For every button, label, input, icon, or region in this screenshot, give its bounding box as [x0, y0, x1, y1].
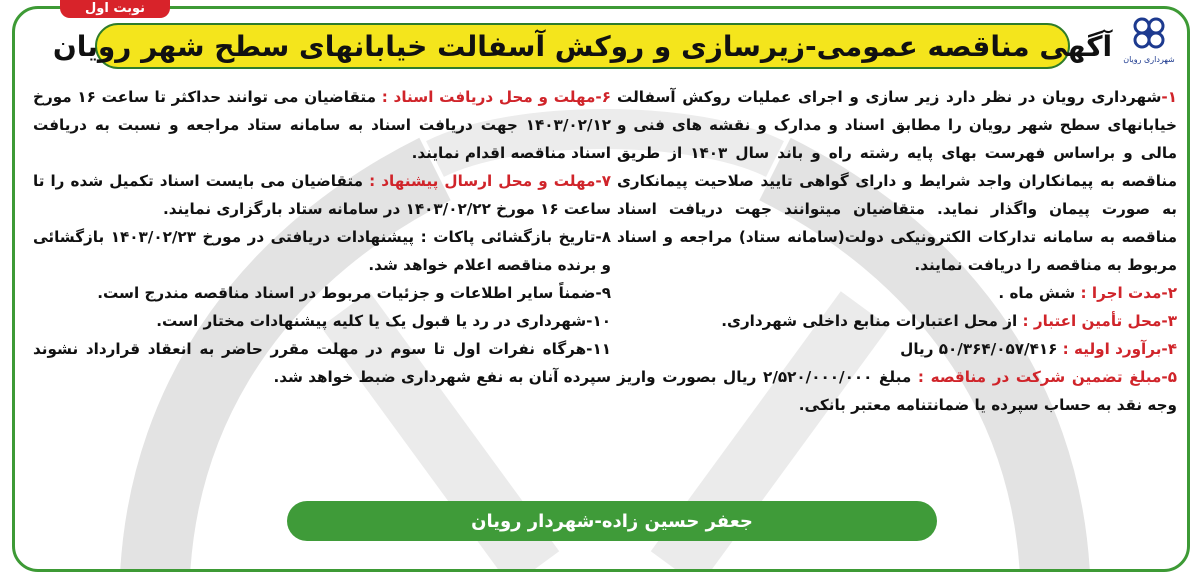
- right-column: [617, 83, 1177, 419]
- item-3: [617, 307, 1177, 335]
- mayor-signature-banner: [287, 501, 937, 541]
- logo-text: شهرداری رویان: [1123, 55, 1175, 64]
- item-5: [617, 363, 1177, 419]
- item-2: [617, 279, 1177, 307]
- logo-emblem-icon: [1129, 13, 1169, 53]
- item-7-label: ۷-مهلت و محل ارسال پیشنهاد :: [369, 172, 611, 190]
- item-6-text: متقاضیان می توانند حداکثر تا ساعت ۱۶ مورخ ۱۴۰۳/۰۲/۱۲ جهت دریافت اسناد به سامانه ستاد مراجعه و نسبت به دریافت اسناد مناقصه اقدام نمایند.: [33, 88, 611, 162]
- item-8: ۸-تاریخ بازگشائی پاکات : پیشنهادات دریافتی در مورخ ۱۴۰۳/۰۲/۲۳ بازگشائی و برنده مناقصه اعلام خواهد شد.: [33, 228, 611, 274]
- item-6-label: ۶-مهلت و محل دریافت اسناد :: [381, 88, 611, 106]
- left-column: [33, 83, 611, 391]
- page-title: آگهی مناقصه عمومی-زیرسازی و روکش آسفالت خیابانهای سطح شهر رویان: [52, 29, 1113, 63]
- item-5-text: مبلغ ۲/۵۲۰/۰۰۰/۰۰۰ ریال بصورت واریز وجه نقد به حساب سپرده یا ضمانتنامه معتبر بانکی.: [617, 368, 1177, 414]
- item-3-label: ۳-محل تأمین اعتبار :: [1022, 312, 1177, 330]
- title-banner: [52, 23, 1113, 69]
- item-11: ۱۱-هرگاه نفرات اول تا سوم در مهلت مقرر حاضر به انعقاد قرارداد نشوند سپرده آنان به نفع شهرداری ضبط خواهد شد.: [33, 340, 611, 386]
- item-7-text: متقاضیان می بایست اسناد تکمیل شده را تا ساعت ۱۶ مورخ ۱۴۰۳/۰۲/۲۲ در سامانه ستاد بارگزاری نمایند.: [33, 172, 611, 218]
- municipality-logo: [1121, 13, 1177, 79]
- item-5-label: ۵-مبلغ تضمین شرکت در مناقصه :: [917, 368, 1177, 386]
- item-1-text: شهرداری رویان در نظر دارد زیر سازی و اجرای عملیات روکش آسفالت خیابانهای سطح شهر رویان را مطابق اسناد و مدارک و نقشه های فنی و مالی و براساس فهرست بهای پایه رشته راه و باند سال ۱۴۰۳ از طریق مناقصه به پیمانکاران واجد شرایط و دارای گواهی تایید صلاحیت پیمانکاری به صورت پیمان واگذار نماید. متقاضیان میتوانند جهت دریافت اسناد مناقصه به سامانه تدارکات الکترونیکی دولت(سامانه ستاد) مراجعه و اسناد مربوط به مناقصه را دریافت نمایند.: [617, 88, 1177, 274]
- item-2-text: شش ماه .: [998, 284, 1081, 302]
- item-1-label: ۱-: [1161, 88, 1177, 106]
- item-6: [33, 83, 611, 167]
- item-3-text: از محل اعتبارات منابع داخلی شهرداری.: [721, 312, 1023, 330]
- item-9: ۹-ضمناً سایر اطلاعات و جزئیات مربوط در اسناد مناقصه مندرج است.: [97, 284, 611, 302]
- item-2-label: ۲-مدت اجرا :: [1080, 284, 1177, 302]
- item-4-text: ۵۰/۳۶۴/۰۵۷/۴۱۶ ریال: [900, 340, 1063, 358]
- first-publication-badge: [60, 0, 170, 18]
- notice-frame: [12, 6, 1190, 572]
- badge-text: نوبت اول: [84, 1, 146, 16]
- item-7: [33, 167, 611, 223]
- item-4: [617, 335, 1177, 363]
- item-1: [617, 83, 1177, 279]
- item-4-label: ۴-برآورد اولیه :: [1062, 340, 1177, 358]
- mayor-name: جعفر حسین زاده-شهردار رویان: [471, 510, 753, 532]
- item-10: ۱۰-شهرداری در رد یا قبول یک یا کلیه پیشنهادات مختار است.: [156, 312, 611, 330]
